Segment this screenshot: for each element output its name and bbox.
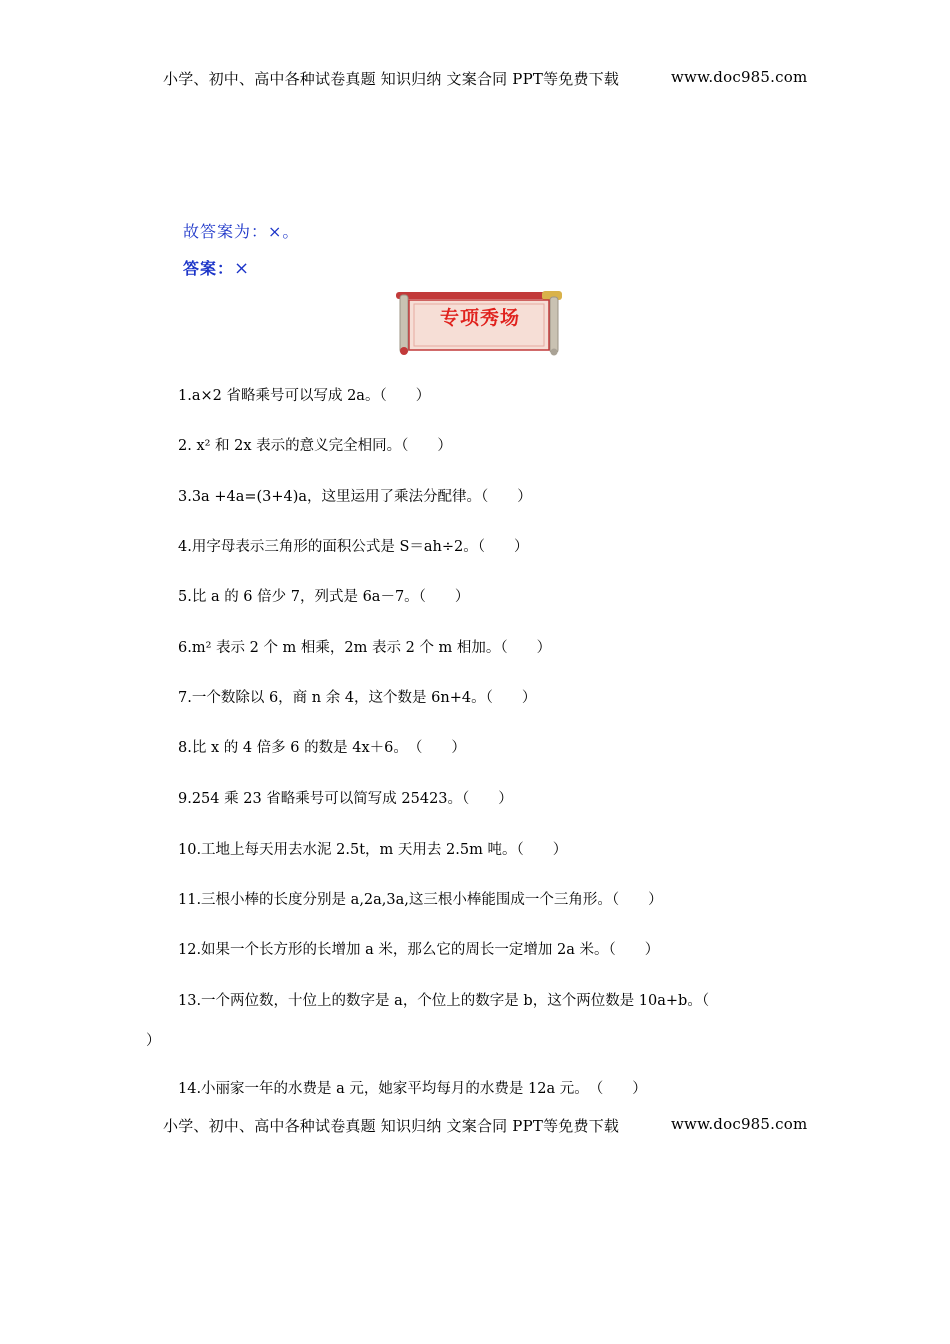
question-13-wrap: ） [146, 1033, 161, 1049]
question-5: 5.比 a 的 6 倍少 7，列式是 6a－7。（ ） [178, 589, 470, 605]
footer-text: 小学、初中、高中各种试卷真题 知识归纳 文案合同 PPT等免费下载 [163, 1117, 620, 1135]
question-3: 3.3a +4a=(3+4)a，这里运用了乘法分配律。（ ） [178, 489, 532, 505]
question-10: 10.工地上每天用去水泥 2.5t，m 天用去 2.5m 吨。（ ） [178, 842, 568, 858]
answer-label: 答案： [183, 259, 235, 278]
question-13: 13.一个两位数，十位上的数字是 a，个位上的数字是 b，这个两位数是 10a+b。（ [178, 993, 710, 1009]
footer-site: www.doc985.com [671, 1115, 808, 1133]
question-14: 14.小丽家一年的水费是 a 元，她家平均每月的水费是 12a 元。 （ ） [178, 1081, 647, 1097]
page-header [163, 68, 808, 89]
banner-title: 专项秀场 [439, 307, 520, 329]
header-text: 小学、初中、高中各种试卷真题 知识归纳 文案合同 PPT等免费下载 [163, 70, 620, 88]
question-6: 6.m² 表示 2 个 m 相乘，2m 表示 2 个 m 相加。（ ） [178, 640, 552, 656]
answer-value: × [234, 258, 251, 279]
question-8: 8.比 x 的 4 倍多 6 的数是 4x＋6。 （ ） [178, 740, 466, 756]
page-footer [163, 1115, 808, 1136]
answer-explanation: 故答案为：×。 [183, 222, 300, 241]
question-11: 11.三根小棒的长度分别是 a,2a,3a,这三根小棒能围成一个三角形。（ ） [178, 892, 663, 908]
question-1: 1.a×2 省略乘号可以写成 2a。（ ） [178, 388, 431, 404]
question-2: 2. x² 和 2x 表示的意义完全相同。（ ） [178, 438, 452, 454]
question-7: 7.一个数除以 6，商 n 余 4，这个数是 6n+4。（ ） [178, 690, 537, 706]
question-4: 4.用字母表示三角形的面积公式是 S＝ah÷2。（ ） [178, 539, 529, 555]
header-site: www.doc985.com [671, 68, 808, 86]
question-12: 12.如果一个长方形的长增加 a 米，那么它的周长一定增加 2a 米。（ ） [178, 942, 660, 958]
section-banner [392, 289, 568, 357]
question-9: 9.254 乘 23 省略乘号可以简写成 25423。（ ） [178, 791, 513, 807]
answer-line [183, 256, 250, 279]
